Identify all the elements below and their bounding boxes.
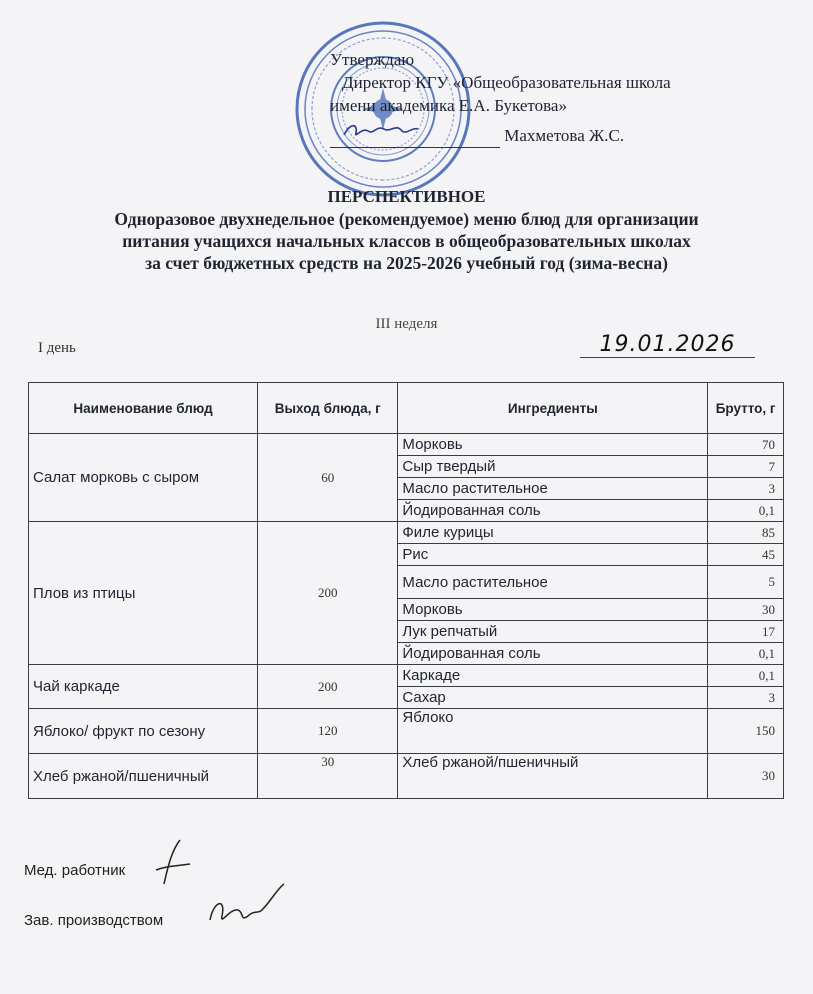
ingredient-name: Йодированная соль xyxy=(398,500,708,522)
day-label: I день xyxy=(38,340,76,356)
heading-line-2: питания учащихся начальных классов в общеобразовательных школах xyxy=(122,231,691,251)
director-signature xyxy=(340,119,420,141)
dish-output: 200 xyxy=(258,665,398,709)
ingredient-brutto: 17 xyxy=(708,621,784,643)
ingredient-brutto: 70 xyxy=(708,434,784,456)
table-row xyxy=(29,665,784,687)
ingredient-brutto: 85 xyxy=(708,522,784,544)
dish-output: 200 xyxy=(258,522,398,665)
heading-line-1: Одноразовое двухнедельное (рекомендуемое) меню блюд для организации xyxy=(114,209,699,229)
medic-signature xyxy=(150,836,200,896)
header-output: Выход блюда, г xyxy=(258,383,398,434)
ingredient-name: Лук репчатый xyxy=(398,621,708,643)
dish-output: 60 xyxy=(258,434,398,522)
menu-table xyxy=(28,382,784,799)
table-row xyxy=(29,522,784,544)
ingredient-brutto: 30 xyxy=(708,754,784,799)
ingredient-name: Рис xyxy=(398,544,708,566)
handwritten-date: 19.01.2026 xyxy=(580,332,755,358)
dish-output: 30 xyxy=(258,754,398,799)
medic-label: Мед. работник xyxy=(24,862,126,879)
approval-signer-name: Махметова Ж.С. xyxy=(504,126,625,145)
header-ingredients: Ингредиенты xyxy=(398,383,708,434)
ingredient-name: Морковь xyxy=(398,599,708,621)
approval-line-2: Директор КГУ «Общеобразовательная школа xyxy=(342,73,671,92)
header-brutto: Брутто, г xyxy=(708,383,784,434)
dish-name: Чай каркаде xyxy=(29,665,258,709)
production-manager-label: Зав. производством xyxy=(24,912,164,929)
signature-line xyxy=(330,119,500,148)
ingredient-name: Яблоко xyxy=(398,709,708,754)
ingredient-brutto: 30 xyxy=(708,599,784,621)
ingredient-brutto: 0,1 xyxy=(708,665,784,687)
approval-block xyxy=(330,48,671,148)
ingredient-name: Масло растительное xyxy=(398,478,708,500)
heading-line-3: за счет бюджетных средств на 2025-2026 учебный год (зима-весна) xyxy=(145,253,668,273)
ingredient-brutto: 150 xyxy=(708,709,784,754)
ingredient-name: Морковь xyxy=(398,434,708,456)
ingredient-name: Сыр твердый xyxy=(398,456,708,478)
header-dish-name: Наименование блюд xyxy=(29,383,258,434)
approval-signature-row xyxy=(330,119,671,148)
ingredient-brutto: 7 xyxy=(708,456,784,478)
dish-output: 120 xyxy=(258,709,398,754)
table-row xyxy=(29,754,784,799)
ingredient-name: Йодированная соль xyxy=(398,643,708,665)
ingredient-name: Филе курицы xyxy=(398,522,708,544)
document-heading xyxy=(0,186,813,274)
ingredient-name: Каркаде xyxy=(398,665,708,687)
table-header-row xyxy=(29,383,784,434)
dish-name: Плов из птицы xyxy=(29,522,258,665)
ingredient-name: Сахар xyxy=(398,687,708,709)
ingredient-brutto: 0,1 xyxy=(708,500,784,522)
table-row xyxy=(29,709,784,754)
table-row xyxy=(29,434,784,456)
ingredient-brutto: 3 xyxy=(708,687,784,709)
ingredient-brutto: 5 xyxy=(708,566,784,599)
dish-name: Салат морковь с сыром xyxy=(29,434,258,522)
dish-name: Хлеб ржаной/пшеничный xyxy=(29,754,258,799)
week-label: III неделя xyxy=(375,316,438,332)
ingredient-brutto: 3 xyxy=(708,478,784,500)
production-manager-signature xyxy=(200,880,290,940)
approval-line-1: Утверждаю xyxy=(330,50,415,69)
approval-line-3: имени академика Е.А. Букетова» xyxy=(330,96,567,115)
dish-name: Яблоко/ фрукт по сезону xyxy=(29,709,258,754)
ingredient-name: Хлеб ржаной/пшеничный xyxy=(398,754,708,799)
ingredient-name: Масло растительное xyxy=(398,566,708,599)
ingredient-brutto: 0,1 xyxy=(708,643,784,665)
document-title: ПЕРСПЕКТИВНОЕ xyxy=(327,187,486,206)
ingredient-brutto: 45 xyxy=(708,544,784,566)
